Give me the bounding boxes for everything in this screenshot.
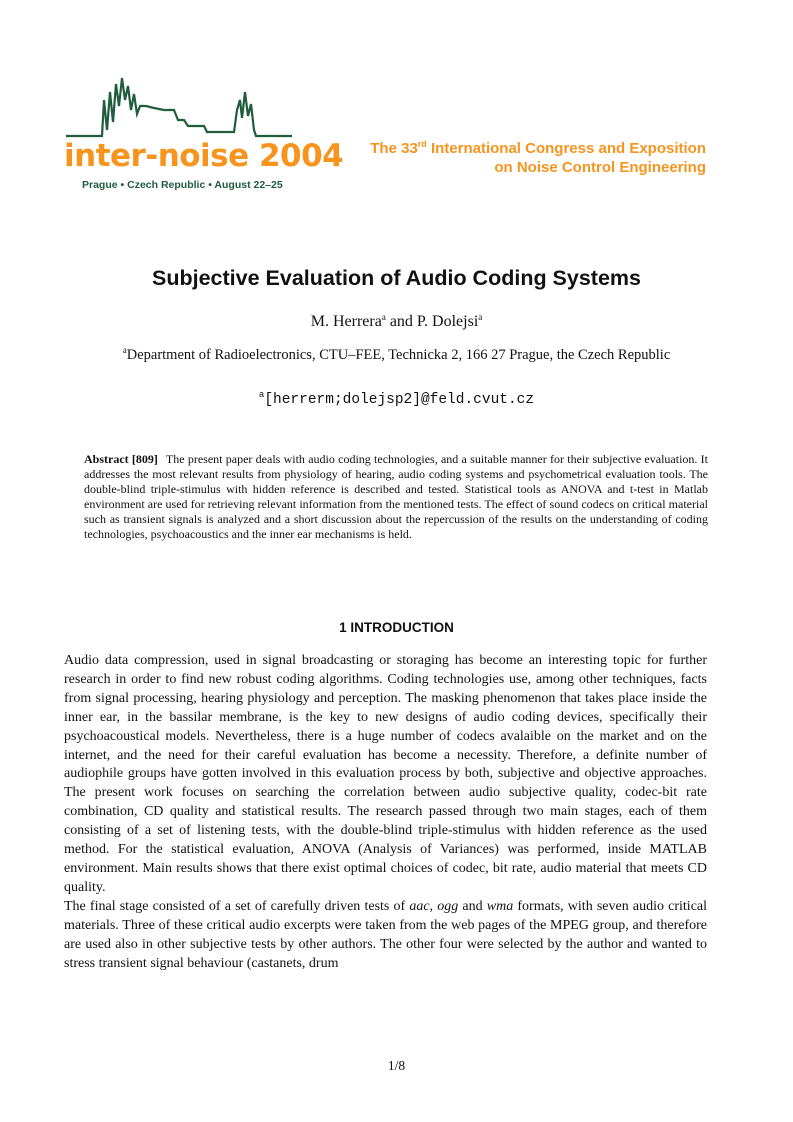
abstract-text: The present paper deals with audio coding technologies, and a suitable manner for their subjective evaluation. It addresses the most relevant results from physiology of hearing, audio coding systems and psychometrical evaluation tools. The double-blind triple-stimulus with hidden reference is described and tested. Statistical tools as ANOVA and t-test in Matlab environment are used for retrieving relevant information from the mentioned tests. The effect of sound codecs on critical material such as transient signals is analyzed and a short discussion about the repercussion of the results on the understanding of coding technologies, psychoacoustics and the inner ear mechanisms is held. [84, 452, 708, 541]
logo-wordmark: inter-noise 2004 [64, 138, 344, 174]
conference-logo [64, 70, 344, 195]
conference-line-1: The 33rd International Congress and Exposition [370, 139, 706, 157]
section-heading: 1 INTRODUCTION [339, 620, 454, 635]
author-list: M. Herrera$^a$ and P. Dolejsi$^a$ [310, 312, 483, 330]
conference-line-2: on Noise Control Engineering [494, 159, 706, 176]
affiliation: $^a$Department of Radioelectronics, CTU–FEE, Technicka 2, 166 27 Prague, the Czech Republic [122, 345, 671, 363]
paper-title: Subjective Evaluation of Audio Coding Systems [152, 266, 641, 290]
skyline-icon [64, 70, 294, 142]
logo-tagline: Prague • Czech Republic • August 22–25 [82, 179, 283, 191]
introduction-body [64, 652, 707, 973]
paragraph: Audio data compression, used in signal broadcasting or storaging has become an interesting topic for further research in order to find new robust coding algorithms. Coding technologies use, among other techniques, facts from signal processing, hearing physiology and perception. The masking phenomenon that takes place inside the inner ear, in the bassilar membrane, is the key to new designs of audio coding devices, specifically their psychoacoustical models. Nevertheless, there is a huge number of codecs avalaible on the market and on the internet, and the need for their careful evaluation has become a necessity. Therefore, a definite number of audiophile groups have gotten involved in this evaluation process by both, subjective and objective approaches. The present work focuses on searching the correlation between audio subjective quality, codec-bit rate combination, CD quality and statistical results. The research passed through two main stages, each of them consisting of a set of listening tests, with the double-blind triple-stimulus with hidden reference as the used method. For the statistical evaluation, ANOVA (Analysis of Variances) was performed, inside MATLAB environment. Main results shows that there exist optimal choices of codec, bit rate, audio material that meets CD quality. [64, 653, 707, 895]
author-email: $^a$[herrerm;dolejsp2]@feld.cvut.cz [258, 390, 535, 408]
conference-name [370, 139, 706, 177]
page-number: 1/8 [387, 1058, 406, 1073]
author-name: P. Dolejsi [416, 313, 479, 330]
abstract [84, 452, 708, 542]
paragraph: The final stage consisted of a set of carefully driven tests of aac, ogg and wma formats, with seven audio critical materials. Three of these critical audio excerpts were taken from the web pages of the MPEG group, and therefore are used also in other subjective tests by other authors. The other four were selected by the author and wanted to stress transient signal behaviour (castanets, drum [64, 898, 708, 971]
abstract-label: Abstract [809] [84, 452, 158, 466]
author-name: M. Herrera [310, 313, 382, 330]
